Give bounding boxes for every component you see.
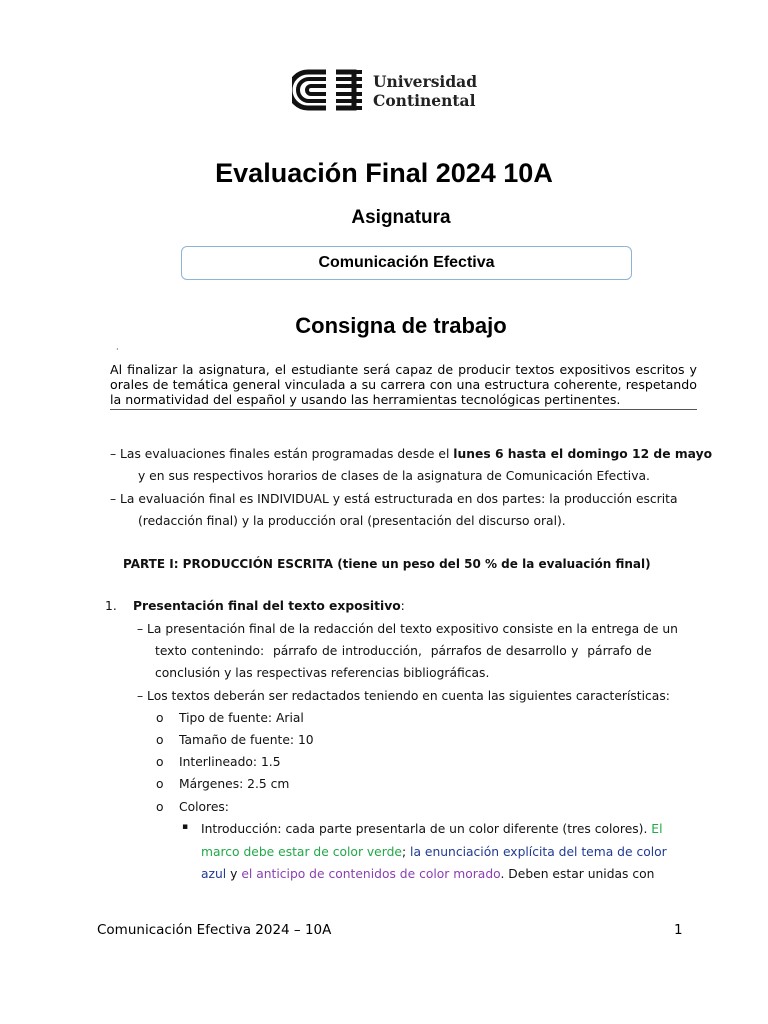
item-1-colon: : <box>400 599 405 613</box>
colors-blue-text: azul <box>201 867 227 881</box>
item-1-para-1-line-3: conclusión y las respectivas referencias bibliográficas. <box>155 666 490 680</box>
feature-font-type: Tipo de fuente: Arial <box>179 711 304 725</box>
note-1-line-2: y en sus respectivos horarios de clases de la asignatura de Comunicación Efectiva. <box>138 469 650 483</box>
item-1-title-text: Presentación final del texto expositivo <box>133 599 401 613</box>
feature-marker: o <box>156 733 164 747</box>
item-1-para-2: – Los textos deberán ser redactados teniendo en cuenta las siguientes características: <box>137 689 670 703</box>
item-1-number: 1. <box>105 599 117 613</box>
colors-intro-text: Introducción: cada parte presentarla de un color diferente (tres colores). <box>201 822 652 836</box>
part-1-heading: PARTE I: PRODUCCIÓN ESCRITA (tiene un peso del 50 % de la evaluación final) <box>123 557 651 571</box>
logo-mark-icon <box>292 66 364 114</box>
colors-green-text: marco debe estar de color verde <box>201 845 402 859</box>
colors-blue-text: la enunciación explícita del tema de color <box>410 845 667 859</box>
feature-font-size: Tamaño de fuente: 10 <box>179 733 314 747</box>
feature-marker: o <box>156 711 164 725</box>
note-1-dates: lunes 6 hasta el domingo 12 de mayo <box>453 447 713 461</box>
bullet-dot: · <box>116 345 119 354</box>
section-title: Consigna de trabajo <box>295 313 507 338</box>
colors-line-1 <box>201 822 662 836</box>
logo-line-2: Continental <box>373 91 476 110</box>
feature-colors: Colores: <box>179 800 229 814</box>
logo-text <box>373 72 477 110</box>
competence-paragraph: Al finalizar la asignatura, el estudiante será capaz de producir textos expositivos escritos y orales de temática general vinculada a su carrera con una estructura coherente, respetando la normatividad del español y usando las herramientas tecnológicas pertinentes. <box>110 362 697 410</box>
item-1-title <box>133 599 405 613</box>
note-1-line-1 <box>110 447 712 461</box>
university-logo <box>292 66 492 114</box>
feature-margins: Márgenes: 2.5 cm <box>179 777 290 791</box>
page-number: 1 <box>674 922 683 938</box>
footer-label: Comunicación Efectiva 2024 – 10A <box>97 922 332 938</box>
note-2-line-1: – La evaluación final es INDIVIDUAL y está estructurada en dos partes: la producción escrita <box>110 492 678 506</box>
subtitle: Asignatura <box>351 207 451 228</box>
colors-green-text: El <box>651 822 663 836</box>
page-title: Evaluación Final 2024 10A <box>215 158 553 188</box>
colors-line-3 <box>201 867 654 881</box>
item-1-para-1-line-1: – La presentación final de la redacción del texto expositivo consiste en la entrega de un <box>137 622 678 636</box>
colors-separator: ; <box>401 845 411 859</box>
colors-purple-text: el anticipo de contenidos de color morado <box>241 867 501 881</box>
logo-line-1: Universidad <box>373 72 478 91</box>
square-bullet: ▪ <box>182 822 189 832</box>
colors-end-text: . Deben estar unidas con <box>500 867 655 881</box>
note-1-text: – Las evaluaciones finales están programadas desde el <box>110 447 454 461</box>
feature-marker: o <box>156 800 164 814</box>
course-name-box <box>181 246 632 280</box>
item-1-para-1-line-2: texto contenindo: párrafo de introducción, párrafos de desarrollo y párrafo de <box>155 644 652 658</box>
colors-conjunction: y <box>226 867 242 881</box>
colors-line-2 <box>201 845 667 859</box>
feature-marker: o <box>156 755 164 769</box>
feature-line-spacing: Interlineado: 1.5 <box>179 755 281 769</box>
note-2-line-2: (redacción final) y la producción oral (presentación del discurso oral). <box>138 514 566 528</box>
course-name: Comunicación Efectiva <box>318 254 495 271</box>
feature-marker: o <box>156 777 164 791</box>
